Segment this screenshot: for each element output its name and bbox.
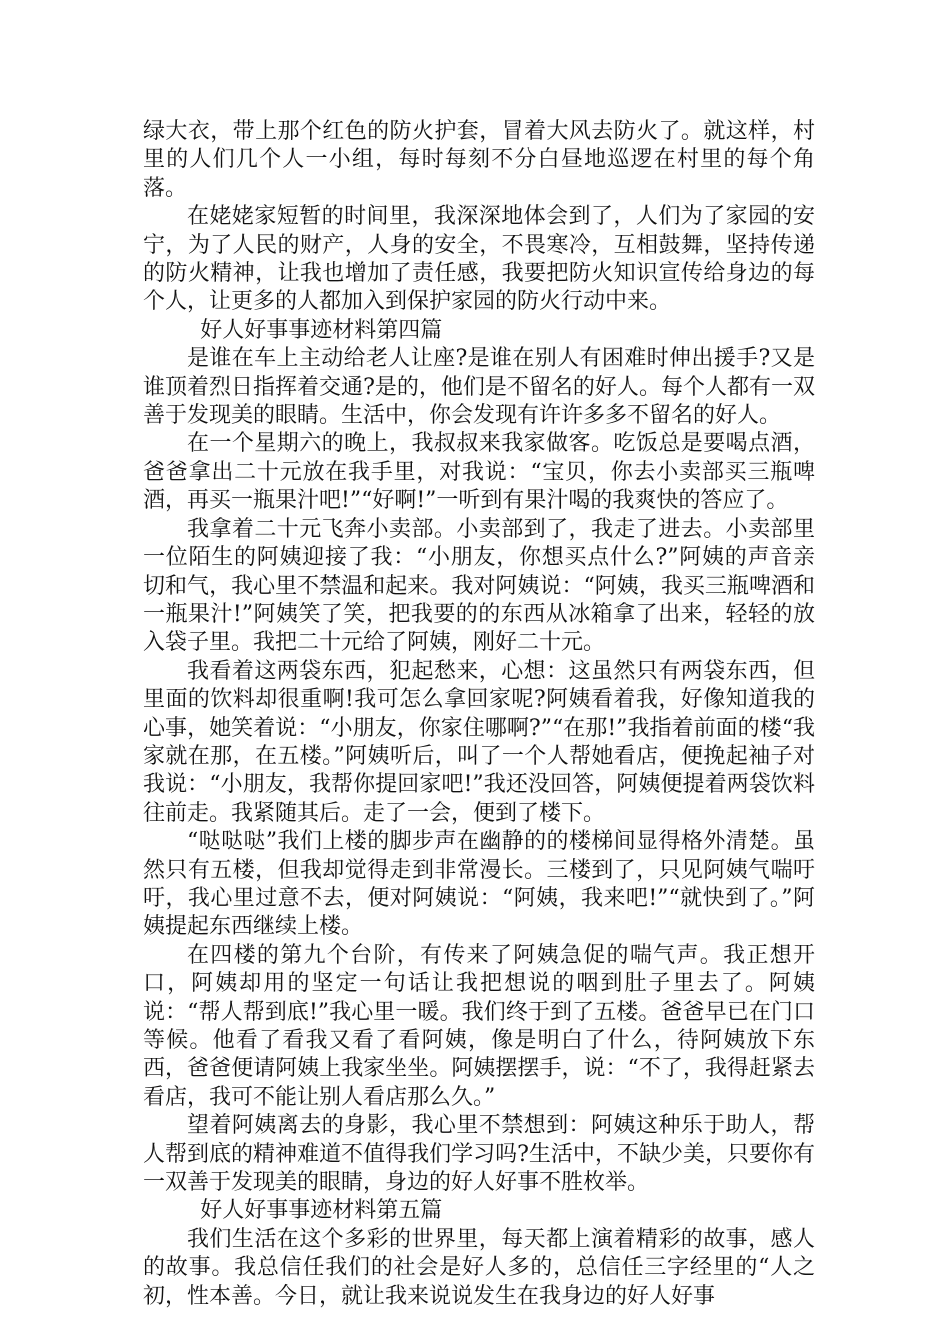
section-heading-5: 好人好事事迹材料第五篇 bbox=[200, 1198, 443, 1224]
paragraph-continuation: 绿大衣，带上那个红色的防火护套，冒着大风去防火了。就这样，村里的人们几个人一小组，每时每刻不分白昼地巡逻在村里的每个角落。 bbox=[143, 119, 815, 201]
section-heading-4: 好人好事事迹材料第四篇 bbox=[200, 317, 443, 343]
paragraph: 在四楼的第九个台阶，有传来了阿姨急促的喘气声。我正想开口，阿姨却用的坚定一句话让我把想说的咽到肚子里去了。阿姨说：“帮人帮到底!”我心里一暖。我们终于到了五楼。爸爸早已在门口等候。他看了看我又看了看阿姨，像是明白了什么，待阿姨放下东西，爸爸便请阿姨上我家坐坐。阿姨摆摆手，说：“不了，我得赶紧去看店，我可不能让别人看店那么久。” bbox=[143, 942, 815, 1110]
paragraph: “哒哒哒”我们上楼的脚步声在幽静的的楼梯间显得格外清楚。虽然只有五楼，但我却觉得走到非常漫长。三楼到了，只见阿姨气喘吁吁，我心里过意不去，便对阿姨说：“阿姨，我来吧!”“就快到了。”阿姨提起东西继续上楼。 bbox=[143, 829, 815, 940]
paragraph: 我们生活在这个多彩的世界里，每天都上演着精彩的故事，感人的故事。我总信任我们的社会是好人多的，总信任三字经里的“人之初，性本善。今日，就让我来说说发生在我身边的好人好事 bbox=[143, 1226, 815, 1309]
paragraph: 我拿着二十元飞奔小卖部。小卖部到了，我走了进去。小卖部里一位陌生的阿姨迎接了我：“小朋友，你想买点什么?”阿姨的声音亲切和气，我心里不禁温和起来。我对阿姨说：“阿姨，我买三瓶啤酒和一瓶果汁!”阿姨笑了笑，把我要的的东西从冰箱拿了出来，轻轻的放入袋子里。我把二十元给了阿姨，刚好二十元。 bbox=[143, 516, 815, 656]
paragraph: 在一个星期六的晚上，我叔叔来我家做客。吃饭总是要喝点酒，爸爸拿出二十元放在我手里，对我说：“宝贝，你去小卖部买三瓶啤酒，再买一瓶果汁吧!”“好啊!”一听到有果汁喝的我爽快的答应了。 bbox=[143, 431, 815, 514]
paragraph: 在姥姥家短暂的时间里，我深深地体会到了，人们为了家园的安宁，为了人民的财产，人身的安全，不畏寒冷，互相鼓舞，坚持传递的防火精神，让我也增加了责任感，我要把防火知识宣传给身边的每个人，让更多的人都加入到保护家园的防火行动中来。 bbox=[143, 204, 815, 315]
paragraph: 望着阿姨离去的身影，我心里不禁想到：阿姨这种乐于助人，帮人帮到底的精神难道不值得我们学习吗?生活中，不缺少美，只要你有一双善于发现美的眼睛，身边的好人好事不胜枚举。 bbox=[143, 1113, 815, 1196]
paragraph: 我看着这两袋东西，犯起愁来，心想：这虽然只有两袋东西，但里面的饮料却很重啊!我可怎么拿回家呢?阿姨看着我，好像知道我的心事，她笑着说：“小朋友，你家住哪啊?”“在那!”我指着前面的楼“我家就在那，在五楼。”阿姨听后，叫了一个人帮她看店，便挽起袖子对我说：“小朋友，我帮你提回家吧!”我还没回答，阿姨便提着两袋饮料往前走。我紧随其后。走了一会，便到了楼下。 bbox=[143, 658, 815, 826]
document-body bbox=[143, 118, 815, 1311]
paragraph: 是谁在车上主动给老人让座?是谁在别人有困难时伸出援手?又是谁顶着烈日指挥着交通?是的，他们是不留名的好人。每个人都有一双善于发现美的眼睛。生活中，你会发现有许许多多不留名的好人。 bbox=[143, 346, 815, 429]
